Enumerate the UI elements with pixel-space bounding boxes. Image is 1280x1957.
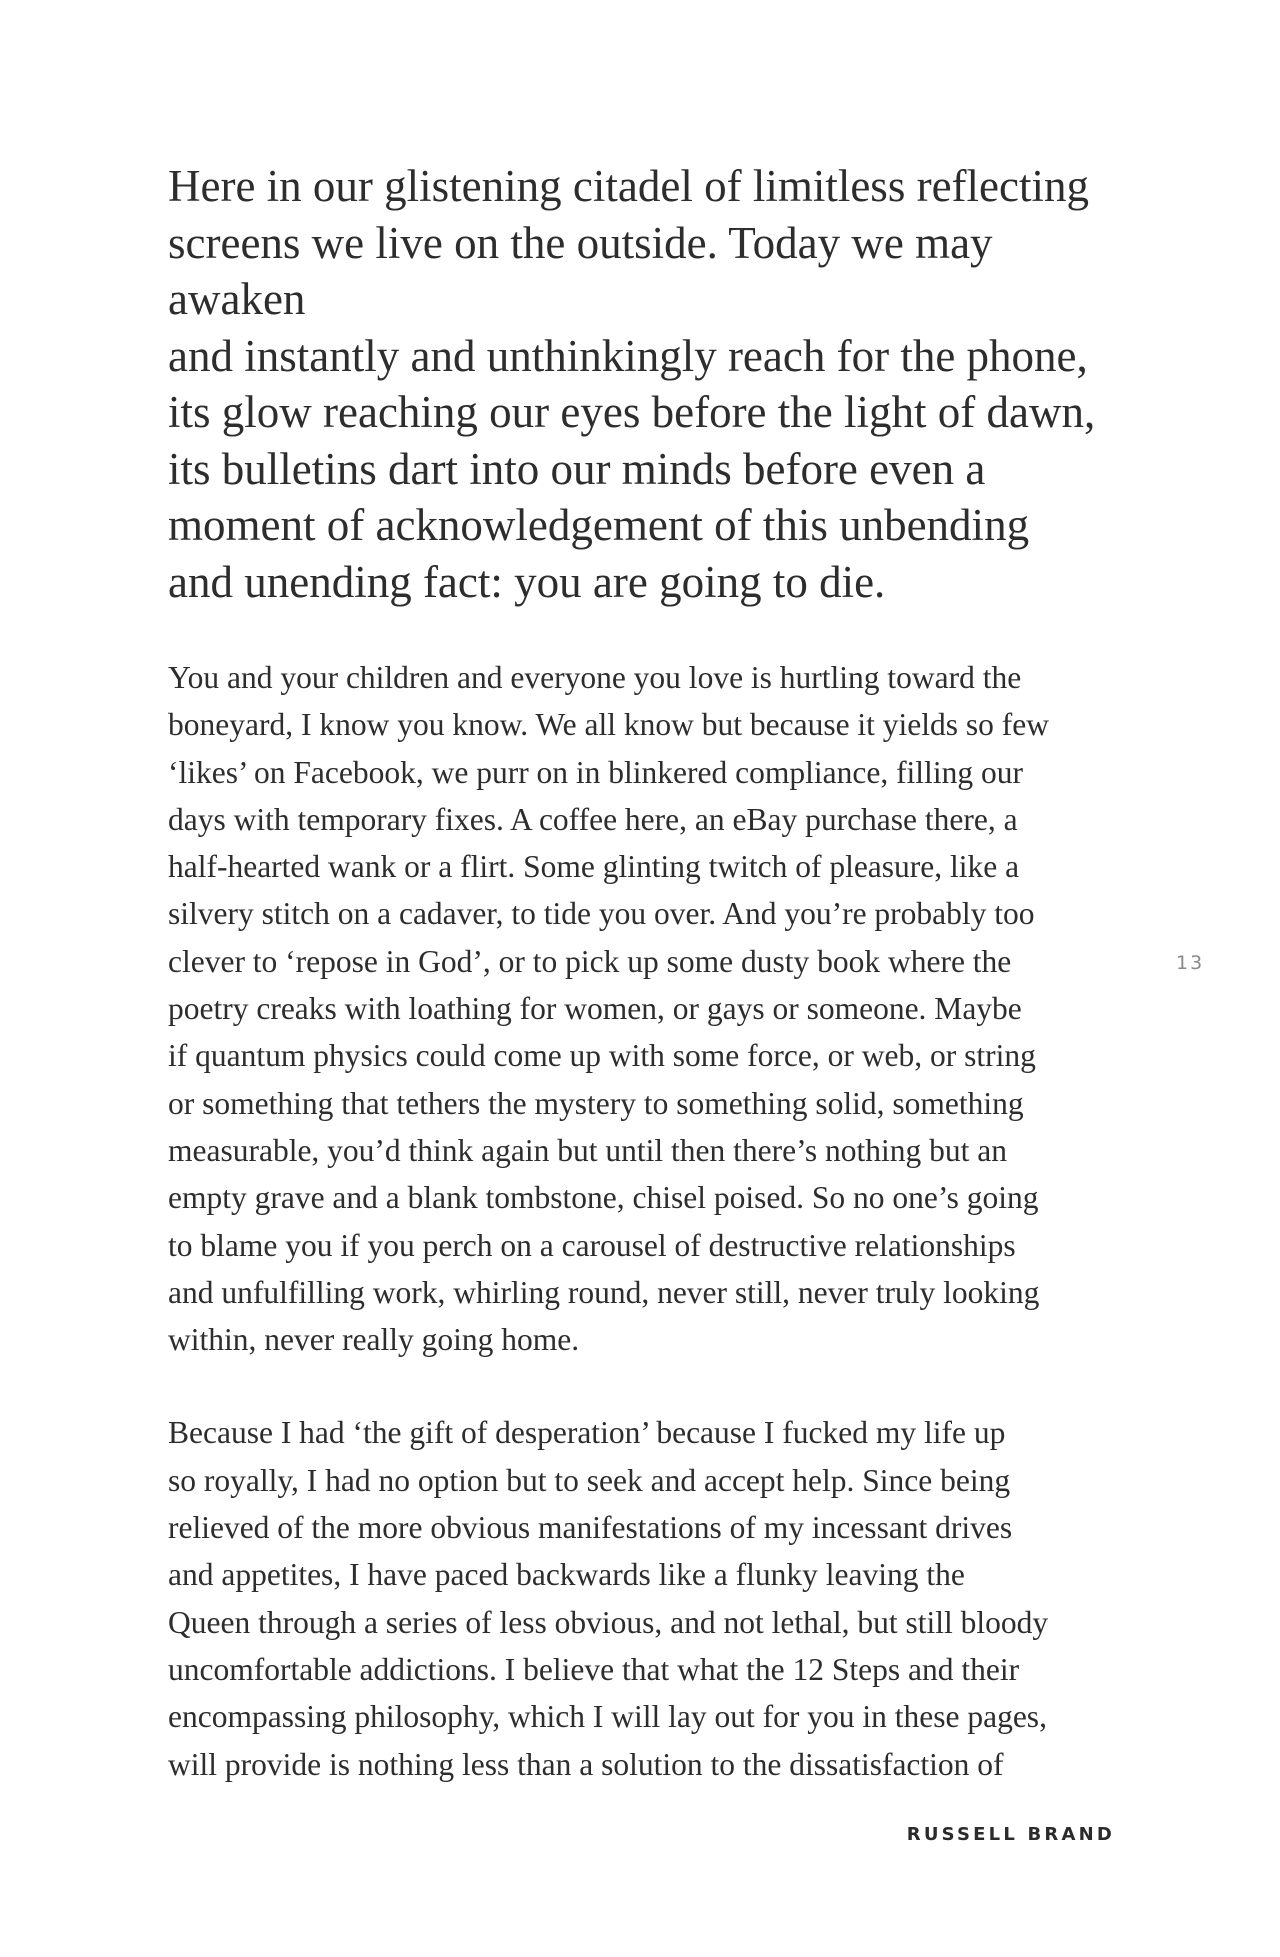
lead-paragraph: Here in our glistening citadel of limitless reflecting screens we live on the outside. Today we may awaken and instantly and unthinkingly reach for the phone, its glow reaching our eyes before the light of dawn, its bulletins dart into our minds before even a moment of acknowledgement of this unbending and unending fact: you are going to die.	[168, 161, 1096, 607]
body-paragraph-2: Because I had ‘the gift of desperation’ because I fucked my life up so royally, I had no option but to seek and accept help. Since being relieved of the more obvious manifestations of my incessant drives and appetites, I have paced backwards like a flunky leaving the Queen through a series of less obvious, and not lethal, but still bloody uncomfortable addictions. I believe that what the 12 Steps and their encompassing philosophy, which I will lay out for you in these pages, will provide is nothing less than a solution to the dissatisfaction of	[168, 1415, 1049, 1782]
running-footer-author: RUSSELL BRAND	[906, 1824, 1115, 1845]
page-content	[168, 158, 1123, 1788]
body-paragraph-1: You and your children and everyone you love is hurtling toward the boneyard, I know you know. We all know but because it yields so few ‘likes’ on Facebook, we purr on in blinkered compliance, filling our days with temporary fixes. A coffee here, an eBay purchase there, a half-hearted wank or a flirt. Some glinting twitch of pleasure, like a silvery stitch on a cadaver, to tide you over. And you’re probably too clever to ‘repose in God’, or to pick up some dusty book where the poetry creaks with loathing for women, or gays or someone. Maybe if quantum physics could come up with some force, or web, or string or something that tethers the mystery to something solid, something measurable, you’d think again but until then there’s nothing but an empty grave and a blank tombstone, chisel poised. So no one’s going to blame you if you perch on a carousel of destructive relationships and unfulfilling work, whirling round, never still, never truly looking within, never really going home.	[168, 660, 1050, 1358]
page-number: 13	[1176, 952, 1205, 974]
